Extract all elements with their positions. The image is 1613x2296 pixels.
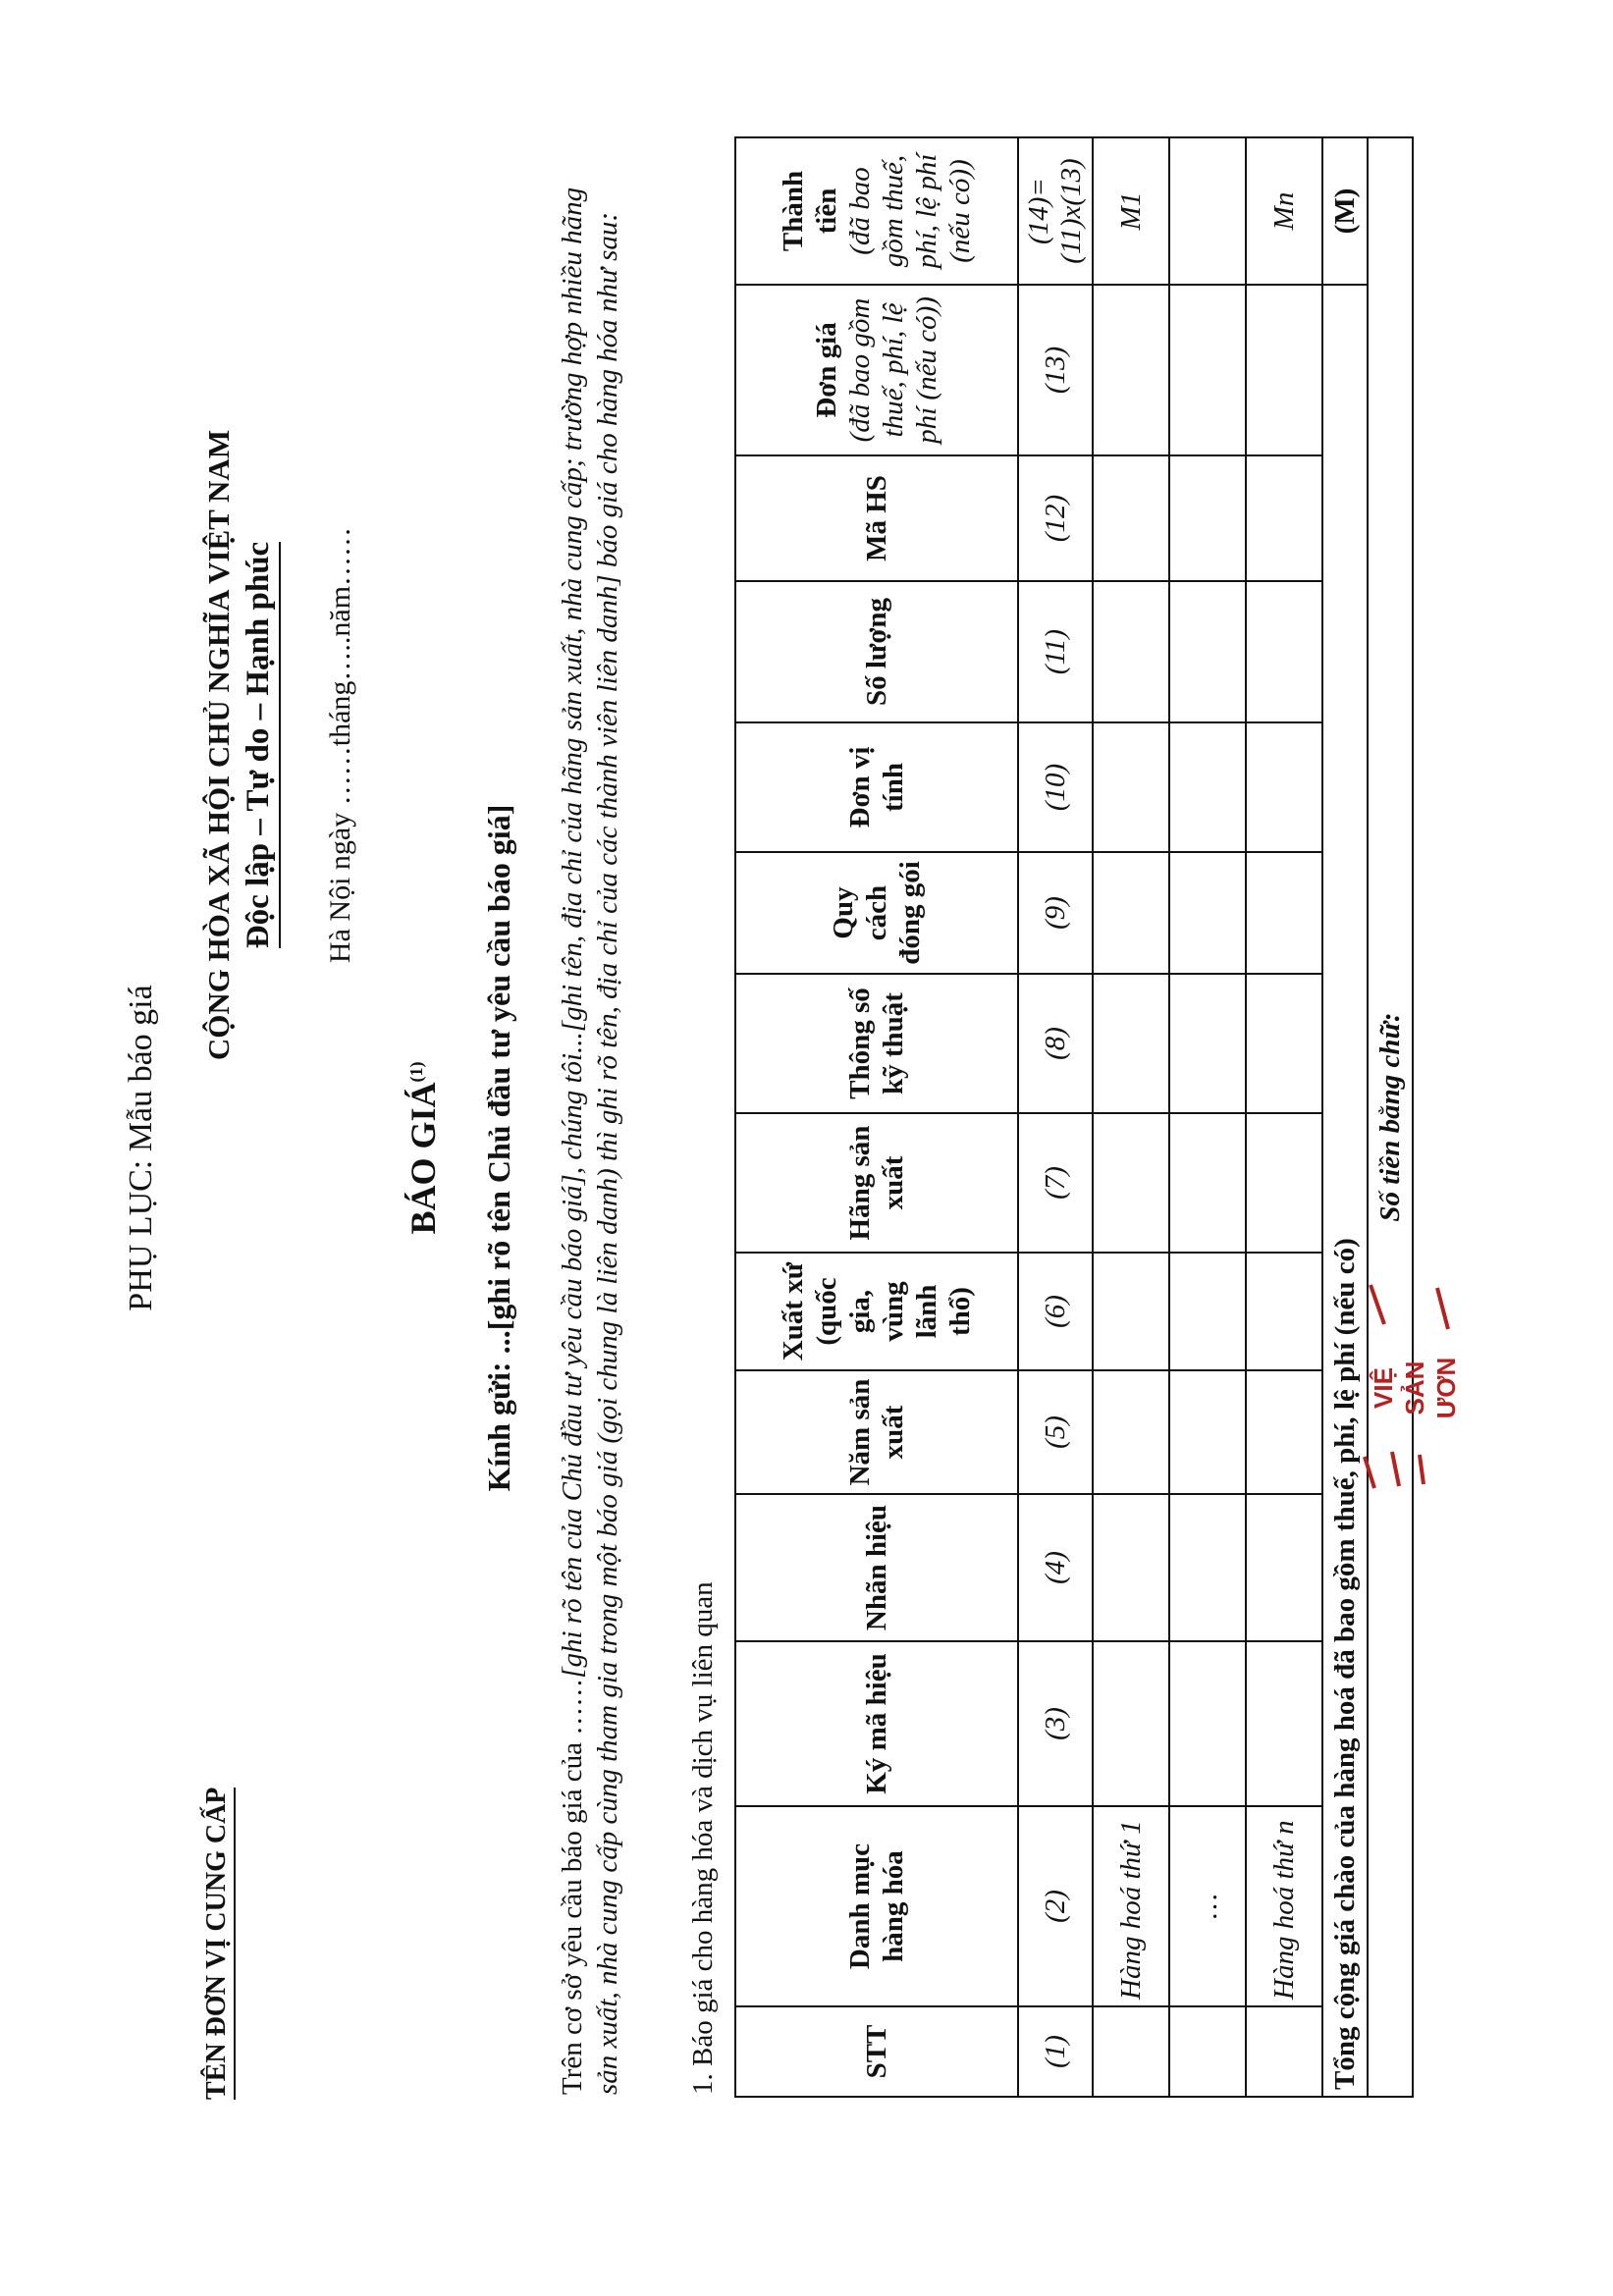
total-label: Tổng cộng giá chào của hàng hoá đã bao gồm thuế, phí, lệ phí (nếu có) — [1322, 285, 1368, 2097]
column-number: (4) — [1018, 1494, 1093, 1641]
header-cell-amount: Thành tiền (đã bao gồm thuế, phí, lệ phí (nếu có)) — [735, 137, 1018, 285]
table-row — [1246, 137, 1322, 2097]
column-number: (5) — [1018, 1370, 1093, 1494]
national-title: CỘNG HÒA XÃ HỘI CHỦ NGHĨA VIỆT NAM — [201, 429, 236, 1061]
intro-paragraph: Trên cơ sở yêu cầu báo giá của ……[ghi rõ tên của Chủ đầu tư yêu cầu báo giá], chúng tôi...[ghi tên, địa chỉ của hãng sản xuất, nhà cung cấp; trường hợp nhiều hãng sản xuất, nhà cung cấp cùng tham gia trong một báo giá (gọi chung là liên danh) thì ghi rõ tên, địa chỉ của các thành viên liên danh] báo giá cho hàng hóa như sau: — [557, 187, 623, 2095]
item-name: … — [1169, 1806, 1246, 2006]
stamp-text-line: SẢN — [1400, 1361, 1429, 1415]
table-row — [1093, 137, 1169, 2097]
header-cell: Hãng sản xuất — [735, 1113, 1018, 1253]
table-row — [1169, 137, 1246, 2097]
header-cell: Xuất xứ (quốc gia, vùng lãnh thổ) — [735, 1253, 1018, 1370]
column-number-row — [1018, 137, 1093, 2097]
item-name: Hàng hoá thứ n — [1246, 1806, 1322, 2006]
column-number: (1) — [1018, 2006, 1093, 2097]
column-number: (14)=(11)x(13) — [1018, 137, 1093, 285]
stamp-stroke — [1365, 1452, 1424, 1488]
header-cell: Thông số kỹ thuật — [735, 974, 1018, 1113]
appendix-title: PHỤ LỤC: Mẫu báo giá — [123, 985, 159, 1311]
column-number: (8) — [1018, 974, 1093, 1113]
column-number: (2) — [1018, 1806, 1093, 2006]
footnote-marker: (1) — [406, 1061, 426, 1083]
column-number: (10) — [1018, 722, 1093, 852]
column-number: (7) — [1018, 1113, 1093, 1253]
dateline: Hà Nội ngày ……tháng…..năm…… — [324, 526, 356, 964]
header-cell: Quy cách đóng gói — [735, 852, 1018, 974]
stamp-stroke — [1371, 1285, 1448, 1329]
header-cell: Nhãn hiệu — [735, 1494, 1018, 1641]
header-cell: Năm sản xuất — [735, 1370, 1018, 1494]
column-number: (13) — [1018, 285, 1093, 455]
supplier-unit-name: TÊN ĐƠN VỊ CUNG CẤP — [201, 1788, 233, 2100]
table-header-row — [735, 137, 1018, 2097]
amount-in-words-label: Số tiền bằng chữ: — [1368, 137, 1413, 2097]
item-amount — [1169, 137, 1246, 285]
item-amount: Mn — [1246, 137, 1322, 285]
addressee-line: Kính gửi: ...[ghi rõ tên Chủ đầu tư yêu cầu báo giá] — [481, 804, 516, 1492]
stamp-text-line: VIỆ — [1369, 1367, 1398, 1409]
red-stamp-fragment — [1355, 1270, 1473, 1496]
section-heading: 1. Báo giá cho hàng hóa và dịch vụ liên quan — [687, 1581, 719, 2095]
quotation-table — [734, 136, 1414, 2098]
stamp-text-line: ƯƠN — [1431, 1357, 1461, 1419]
column-number: (3) — [1018, 1641, 1093, 1806]
item-amount: M1 — [1093, 137, 1169, 285]
header-cell-unit-price: Đơn giá (đã bao gồm thuế, phí, lệ phí (nếu có)) — [735, 285, 1018, 455]
header-cell: Đơn vị tính — [735, 722, 1018, 852]
header-cell: Ký mã hiệu — [735, 1641, 1018, 1806]
header-cell: Số lượng — [735, 581, 1018, 722]
amount-in-words-row — [1368, 137, 1413, 2097]
item-name: Hàng hoá thứ 1 — [1093, 1806, 1169, 2006]
header-cell: STT — [735, 2006, 1018, 2097]
national-motto: Độc lập – Tự do – Hạnh phúc — [241, 156, 277, 1334]
column-number: (11) — [1018, 581, 1093, 722]
column-number: (6) — [1018, 1253, 1093, 1370]
document-title: BÁO GIÁ$^{(1)}$ — [403, 1061, 443, 1235]
total-row — [1322, 137, 1368, 2097]
column-number: (12) — [1018, 455, 1093, 581]
total-value: (M) — [1322, 137, 1368, 285]
header-cell: Danh mục hàng hóa — [735, 1806, 1018, 2006]
header-cell: Mã HS — [735, 455, 1018, 581]
column-number: (9) — [1018, 852, 1093, 974]
